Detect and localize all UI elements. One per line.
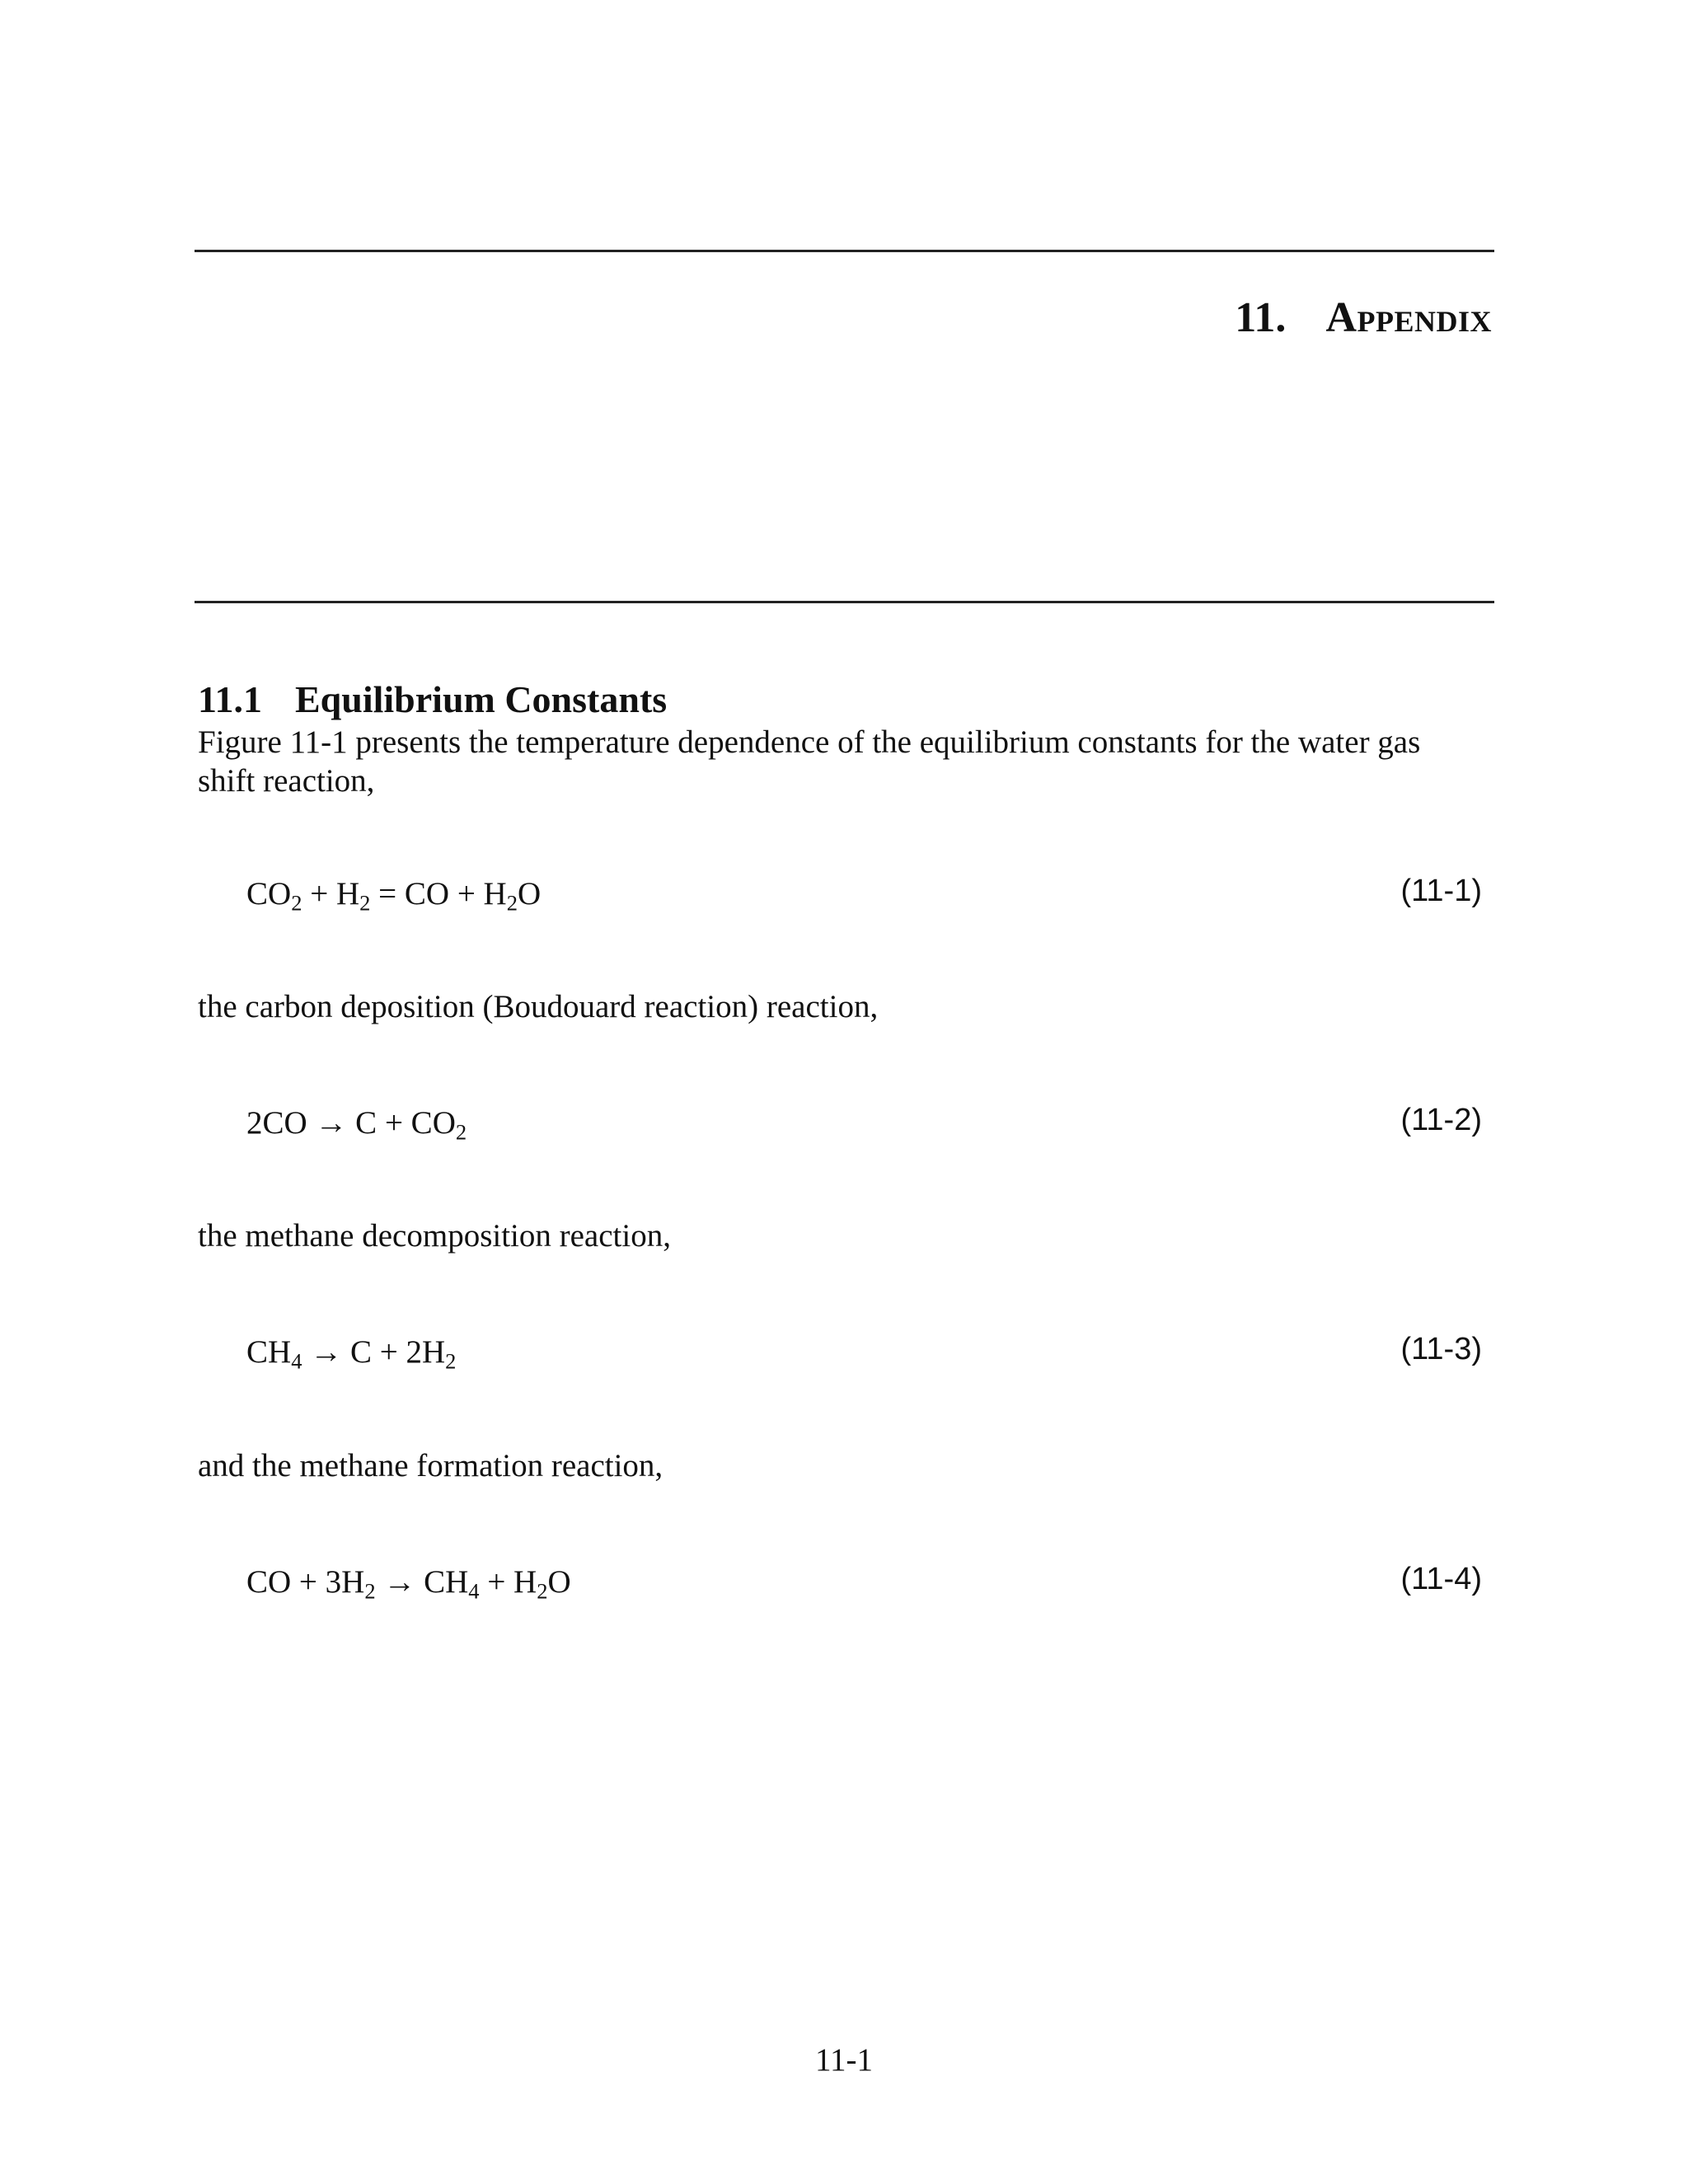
equation-number: (11-1) xyxy=(1400,874,1482,908)
equation-water-gas-shift: $CO_2 + H_2$ = CO + $H_2O$ xyxy=(246,876,542,916)
chapter-title xyxy=(1235,293,1492,342)
top-rule xyxy=(195,250,1494,252)
chapter-number: 11. xyxy=(1235,294,1287,341)
chapter-name: Appendix xyxy=(1325,294,1492,341)
bottom-rule xyxy=(195,601,1494,603)
paragraph-methane-decomposition: the methane decomposition reaction, xyxy=(198,1218,671,1254)
page-number: 11-1 xyxy=(814,2042,874,2078)
intro-paragraph: Figure 11-1 presents the temperature dependence of the equilibrium constants for the water gas shift reaction, xyxy=(198,724,1421,799)
paragraph-boudouard: the carbon deposition (Boudouard reaction) reaction, xyxy=(198,989,879,1024)
equation-number: (11-2) xyxy=(1400,1103,1482,1137)
equation-number: (11-3) xyxy=(1400,1332,1482,1366)
section-title: Equilibrium Constants xyxy=(294,678,668,720)
section-heading xyxy=(198,677,667,721)
section-number: 11.1 xyxy=(198,678,262,720)
paragraph-methane-formation: and the methane formation reaction, xyxy=(198,1448,663,1483)
equation-methane-decomposition: $CH_4 \to C + 2H_2$ xyxy=(246,1334,457,1374)
equation-boudouard: $2CO \to C + CO_2$ xyxy=(246,1105,467,1145)
equation-methane-formation: CO + $3H_2 \to CH_4 + H_2O$ xyxy=(246,1564,571,1604)
equation-number: (11-4) xyxy=(1400,1562,1482,1596)
